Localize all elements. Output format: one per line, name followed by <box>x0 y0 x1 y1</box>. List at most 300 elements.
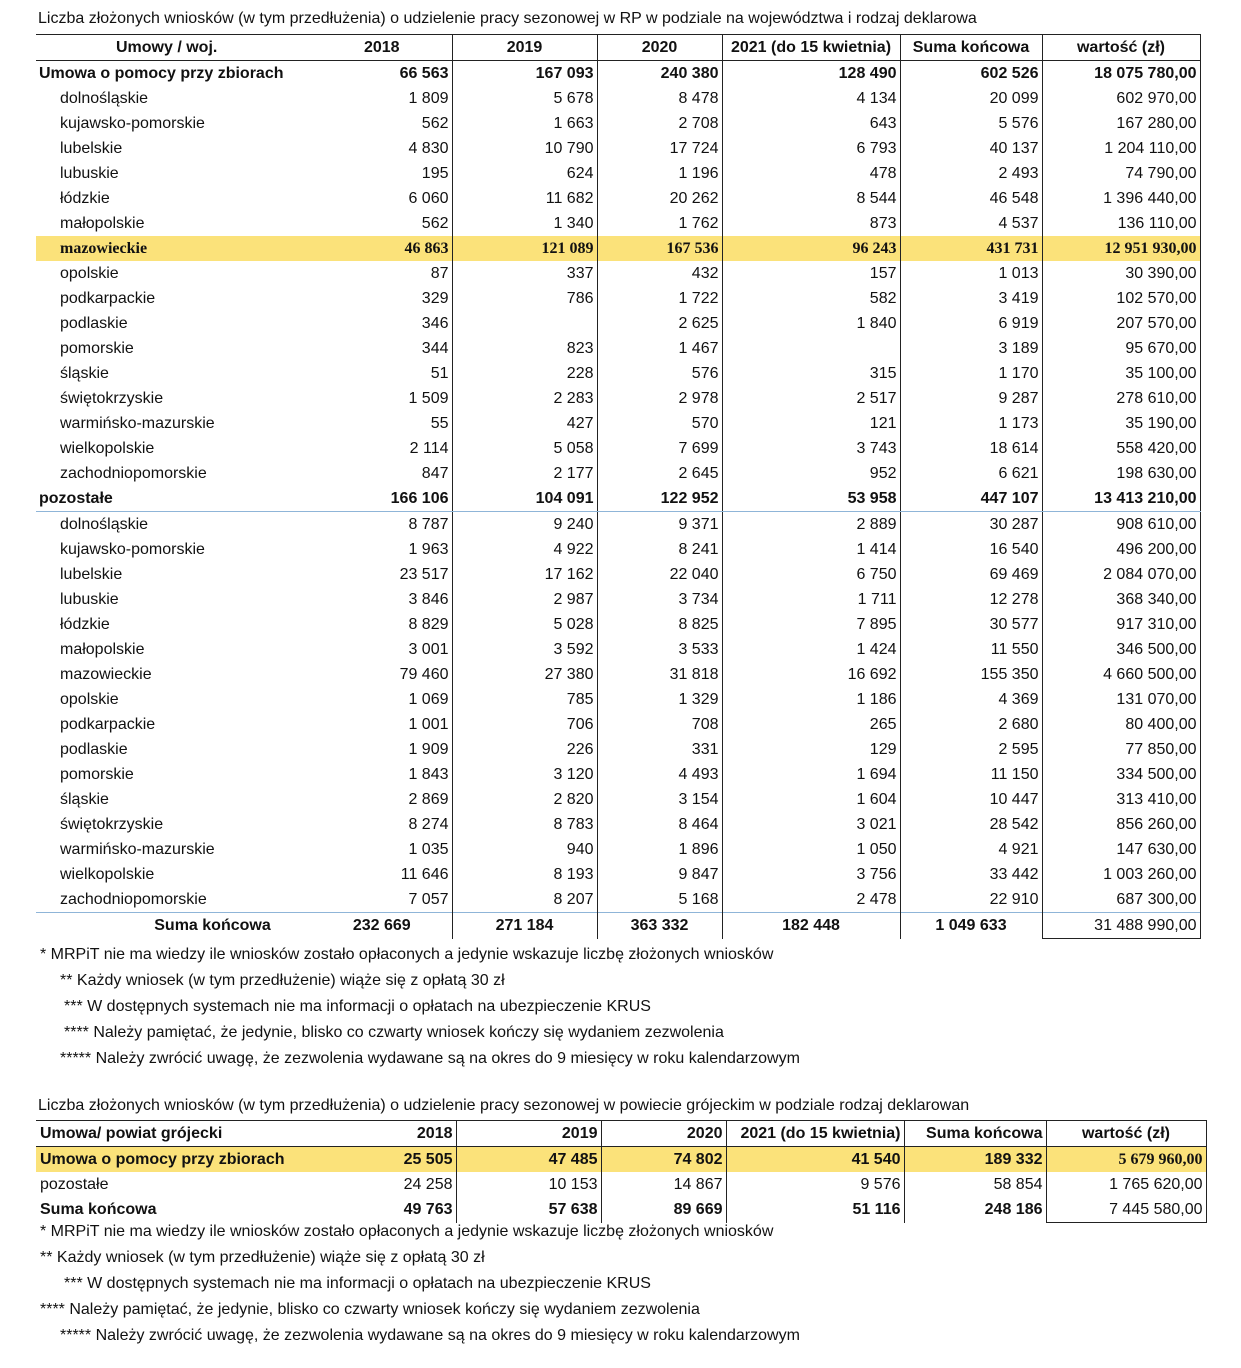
cell-value: 5 168 <box>597 887 722 913</box>
cell-value: 3 154 <box>597 787 722 812</box>
cell-value: 69 469 <box>900 562 1042 587</box>
cell-value: 8 829 <box>312 612 452 637</box>
footnote: **** Należy pamiętać, że jedynie, blisko co czwarty wniosek kończy się wydaniem zezwolenia <box>40 1301 700 1318</box>
group-value: 18 075 780,00 <box>1042 61 1200 87</box>
cell-value: 313 410,00 <box>1042 787 1200 812</box>
cell-value: 1 424 <box>722 637 900 662</box>
cell-value: 7 445 580,00 <box>1046 1197 1206 1223</box>
column-header: 2020 <box>597 35 722 61</box>
table-row <box>36 862 1200 887</box>
cell-value: 1 809 <box>312 86 452 111</box>
cell-value: 55 <box>312 411 452 436</box>
voivodeship-label: podlaskie <box>60 741 128 758</box>
cell-value: 4 830 <box>312 136 452 161</box>
table-row <box>36 461 1200 486</box>
footnote: ** Każdy wniosek (w tym przedłużenie) wiąże się z opłatą 30 zł <box>40 1249 485 1266</box>
footnote: *** W dostępnych systemach nie ma informacji o opłatach na ubezpieczenie KRUS <box>64 998 651 1015</box>
cell-value: 8 274 <box>312 812 452 837</box>
cell-value: 1 604 <box>722 787 900 812</box>
table-row <box>36 261 1200 286</box>
cell-value: 3 756 <box>722 862 900 887</box>
cell-value: 2 645 <box>597 461 722 486</box>
column-header: 2021 (do 15 kwietnia) <box>722 35 900 61</box>
cell-value: 8 241 <box>597 537 722 562</box>
cell-value: 1 840 <box>722 311 900 336</box>
cell-value: 3 592 <box>452 637 597 662</box>
cell-value: 687 300,00 <box>1042 887 1200 913</box>
cell-value: 95 670,00 <box>1042 336 1200 361</box>
cell-value: 18 614 <box>900 436 1042 461</box>
cell-value: 432 <box>597 261 722 286</box>
cell-value: 129 <box>722 737 900 762</box>
group-value: 53 958 <box>722 486 900 512</box>
cell-value: 2 889 <box>722 512 900 538</box>
cell-value: 7 057 <box>312 887 452 913</box>
cell-value: 1 186 <box>722 687 900 712</box>
cell-value: 8 544 <box>722 186 900 211</box>
voivodeship-label: podkarpackie <box>60 290 156 307</box>
total-value: 1 049 633 <box>900 913 1042 939</box>
cell-value: 570 <box>597 411 722 436</box>
cell-value: 8 478 <box>597 86 722 111</box>
group-value: 602 526 <box>900 61 1042 87</box>
table2-notes <box>40 1219 800 1349</box>
cell-value: 87 <box>312 261 452 286</box>
cell-value: 9 847 <box>597 862 722 887</box>
table-row <box>36 562 1200 587</box>
cell-value: 22 040 <box>597 562 722 587</box>
table1-notes <box>40 942 800 1072</box>
voivodeship-label: kujawsko-pomorskie <box>60 115 205 132</box>
cell-value: 20 262 <box>597 186 722 211</box>
cell-value: 12 951 930,00 <box>1042 236 1200 261</box>
cell-value: 41 540 <box>726 1147 904 1173</box>
cell-value: 6 793 <box>722 136 900 161</box>
cell-value: 30 287 <box>900 512 1042 538</box>
cell-value: 2 595 <box>900 737 1042 762</box>
cell-value: 2 493 <box>900 161 1042 186</box>
cell-value: 1 843 <box>312 762 452 787</box>
cell-value: 2 708 <box>597 111 722 136</box>
cell-value: 3 021 <box>722 812 900 837</box>
table-row <box>36 1172 1206 1197</box>
column-header: 2021 (do 15 kwietnia) <box>726 1121 904 1147</box>
cell-value: 89 669 <box>601 1197 726 1223</box>
cell-value: 496 200,00 <box>1042 537 1200 562</box>
footnote: *** W dostępnych systemach nie ma informacji o opłatach na ubezpieczenie KRUS <box>64 1275 651 1292</box>
cell-value: 17 724 <box>597 136 722 161</box>
cell-value: 4 369 <box>900 687 1042 712</box>
cell-value: 96 243 <box>722 236 900 261</box>
table-row <box>36 411 1200 436</box>
cell-value: 25 505 <box>308 1147 456 1173</box>
cell-value: 3 419 <box>900 286 1042 311</box>
cell-value: 315 <box>722 361 900 386</box>
cell-value: 786 <box>452 286 597 311</box>
cell-value: 74 802 <box>601 1147 726 1173</box>
voivodeship-label: zachodniopomorskie <box>60 465 207 482</box>
cell-value: 9 240 <box>452 512 597 538</box>
cell-value: 58 854 <box>904 1172 1046 1197</box>
cell-value: 51 <box>312 361 452 386</box>
cell-value: 624 <box>452 161 597 186</box>
cell-value: 16 692 <box>722 662 900 687</box>
footnote: * MRPiT nie ma wiedzy ile wniosków zostało opłaconych a jedynie wskazuje liczbę złożonych wniosków <box>40 946 774 963</box>
cell-value: 1 722 <box>597 286 722 311</box>
voivodeship-label: kujawsko-pomorskie <box>60 541 205 558</box>
table-row <box>36 662 1200 687</box>
cell-value: 11 682 <box>452 186 597 211</box>
column-header: 2020 <box>601 1121 726 1147</box>
group-label: pozostałe <box>36 486 312 512</box>
cell-value: 1 170 <box>900 361 1042 386</box>
voivodeship-label: zachodniopomorskie <box>60 891 207 908</box>
voivodeship-label: warmińsko-mazurskie <box>60 841 215 858</box>
column-header: 2019 <box>456 1121 601 1147</box>
cell-value: 8 787 <box>312 512 452 538</box>
voivodeship-label: mazowieckie <box>36 236 312 261</box>
cell-value: 2 625 <box>597 311 722 336</box>
cell-value: 8 207 <box>452 887 597 913</box>
table-row <box>36 361 1200 386</box>
cell-value: 1 711 <box>722 587 900 612</box>
cell-value: 27 380 <box>452 662 597 687</box>
cell-value: 4 134 <box>722 86 900 111</box>
footnote: ***** Należy zwrócić uwagę, że zezwolenia wydawane są na okres do 9 miesięcy w roku kalendarzowym <box>60 1050 800 1067</box>
cell-value: 147 630,00 <box>1042 837 1200 862</box>
column-header: 2018 <box>312 35 452 61</box>
cell-value: 1 069 <box>312 687 452 712</box>
table-row <box>36 86 1200 111</box>
header-row <box>36 35 1200 61</box>
cell-value: 1 414 <box>722 537 900 562</box>
cell-value: 30 390,00 <box>1042 261 1200 286</box>
table-row <box>36 386 1200 411</box>
cell-value: 785 <box>452 687 597 712</box>
cell-value: 873 <box>722 211 900 236</box>
cell-value: 46 863 <box>312 236 452 261</box>
cell-value: 51 116 <box>726 1197 904 1223</box>
cell-value: 1 509 <box>312 386 452 411</box>
column-header: 2018 <box>308 1121 456 1147</box>
table-row <box>36 812 1200 837</box>
cell-value: 102 570,00 <box>1042 286 1200 311</box>
cell-value: 3 734 <box>597 587 722 612</box>
cell-value: 4 537 <box>900 211 1042 236</box>
cell-value: 20 099 <box>900 86 1042 111</box>
cell-value <box>452 311 597 336</box>
cell-value: 1 035 <box>312 837 452 862</box>
table-row <box>36 537 1200 562</box>
table-row <box>36 111 1200 136</box>
cell-value: 1 467 <box>597 336 722 361</box>
voivodeship-label: dolnośląskie <box>60 516 149 533</box>
group-value: 128 490 <box>722 61 900 87</box>
cell-value: 4 660 500,00 <box>1042 662 1200 687</box>
cell-value: 431 731 <box>900 236 1042 261</box>
footnote: ***** Należy zwrócić uwagę, że zezwolenia wydawane są na okres do 9 miesięcy w roku kalendarzowym <box>60 1327 800 1344</box>
table-row <box>36 286 1200 311</box>
group-value: 13 413 210,00 <box>1042 486 1200 512</box>
footnote: * MRPiT nie ma wiedzy ile wniosków zostało opłaconych a jedynie wskazuje liczbę złożonych wniosków <box>40 1223 774 1240</box>
voivodeship-label: wielkopolskie <box>60 866 155 883</box>
cell-value: 1 050 <box>722 837 900 862</box>
cell-value: 1 196 <box>597 161 722 186</box>
cell-value: 334 500,00 <box>1042 762 1200 787</box>
group-value: 166 106 <box>312 486 452 512</box>
voivodeship-label: warmińsko-mazurskie <box>60 415 215 432</box>
table-row <box>36 687 1200 712</box>
cell-value: 4 922 <box>452 537 597 562</box>
table-row <box>36 612 1200 637</box>
table-row <box>36 136 1200 161</box>
cell-value: 346 500,00 <box>1042 637 1200 662</box>
row-label: Suma końcowa <box>40 1201 157 1219</box>
column-header: Umowa/ powiat grójecki <box>36 1121 308 1147</box>
voivodeship-label: łódzkie <box>60 616 110 633</box>
cell-value: 28 542 <box>900 812 1042 837</box>
cell-value: 478 <box>722 161 900 186</box>
cell-value: 558 420,00 <box>1042 436 1200 461</box>
cell-value: 6 750 <box>722 562 900 587</box>
cell-value: 16 540 <box>900 537 1042 562</box>
cell-value: 80 400,00 <box>1042 712 1200 737</box>
table1-title: Liczba złożonych wniosków (w tym przedłużenia) o udzielenie pracy sezonowej w RP w podziale na województwa i rodzaj deklarowa <box>38 10 977 27</box>
cell-value: 7 895 <box>722 612 900 637</box>
cell-value: 1 204 110,00 <box>1042 136 1200 161</box>
cell-value: 706 <box>452 712 597 737</box>
cell-value: 121 <box>722 411 900 436</box>
cell-value: 49 763 <box>308 1197 456 1223</box>
cell-value: 2 978 <box>597 386 722 411</box>
voivodeship-label: śląskie <box>60 365 109 382</box>
cell-value: 278 610,00 <box>1042 386 1200 411</box>
group-value: 66 563 <box>312 61 452 87</box>
cell-value: 2 478 <box>722 887 900 913</box>
cell-value: 198 630,00 <box>1042 461 1200 486</box>
cell-value: 22 910 <box>900 887 1042 913</box>
cell-value: 856 260,00 <box>1042 812 1200 837</box>
voivodeship-label: mazowieckie <box>60 666 152 683</box>
cell-value: 226 <box>452 737 597 762</box>
cell-value: 77 850,00 <box>1042 737 1200 762</box>
cell-value: 2 820 <box>452 787 597 812</box>
cell-value: 5 058 <box>452 436 597 461</box>
cell-value: 2 177 <box>452 461 597 486</box>
cell-value: 9 371 <box>597 512 722 538</box>
cell-value: 368 340,00 <box>1042 587 1200 612</box>
cell-value: 11 550 <box>900 637 1042 662</box>
voivodeship-label: opolskie <box>60 265 119 282</box>
cell-value: 8 464 <box>597 812 722 837</box>
cell-value: 131 070,00 <box>1042 687 1200 712</box>
table-row <box>36 837 1200 862</box>
cell-value: 8 783 <box>452 812 597 837</box>
cell-value: 10 790 <box>452 136 597 161</box>
cell-value: 24 258 <box>308 1172 456 1197</box>
total-value: 232 669 <box>312 913 452 939</box>
voivodeship-label: świętokrzyskie <box>60 390 164 407</box>
cell-value: 6 919 <box>900 311 1042 336</box>
table-row <box>36 436 1200 461</box>
column-header: wartość (zł) <box>1046 1121 1206 1147</box>
cell-value: 57 638 <box>456 1197 601 1223</box>
cell-value: 2 084 070,00 <box>1042 562 1200 587</box>
cell-value: 1 001 <box>312 712 452 737</box>
cell-value: 30 577 <box>900 612 1042 637</box>
cell-value: 1 694 <box>722 762 900 787</box>
table-row <box>36 236 1200 261</box>
table-row <box>36 1147 1206 1173</box>
cell-value: 576 <box>597 361 722 386</box>
voivodeship-label: świętokrzyskie <box>60 816 164 833</box>
cell-value: 8 825 <box>597 612 722 637</box>
cell-value: 5 679 960,00 <box>1046 1147 1206 1173</box>
cell-value: 1 003 260,00 <box>1042 862 1200 887</box>
table-row <box>36 787 1200 812</box>
table-row <box>36 737 1200 762</box>
voivodeship-label: lubuskie <box>60 165 119 182</box>
table-row <box>36 637 1200 662</box>
cell-value: 7 699 <box>597 436 722 461</box>
table-row <box>36 512 1200 538</box>
cell-value: 2 987 <box>452 587 597 612</box>
row-label: Umowa o pomocy przy zbiorach <box>36 1147 308 1173</box>
cell-value: 47 485 <box>456 1147 601 1173</box>
cell-value: 1 963 <box>312 537 452 562</box>
cell-value: 121 089 <box>452 236 597 261</box>
cell-value: 265 <box>722 712 900 737</box>
voivodeship-label: łódzkie <box>60 190 110 207</box>
voivodeship-label: pomorskie <box>60 340 134 357</box>
cell-value: 3 120 <box>452 762 597 787</box>
cell-value: 1 663 <box>452 111 597 136</box>
voivodeship-label: podkarpackie <box>60 716 156 733</box>
cell-value: 940 <box>452 837 597 862</box>
cell-value: 952 <box>722 461 900 486</box>
cell-value: 2 680 <box>900 712 1042 737</box>
cell-value: 12 278 <box>900 587 1042 612</box>
cell-value: 1 329 <box>597 687 722 712</box>
voivodeship-label: lubelskie <box>60 566 123 583</box>
total-value: 363 332 <box>597 913 722 939</box>
cell-value: 136 110,00 <box>1042 211 1200 236</box>
cell-value: 3 533 <box>597 637 722 662</box>
cell-value: 1 909 <box>312 737 452 762</box>
total-label: Suma końcowa <box>36 913 312 939</box>
cell-value: 823 <box>452 336 597 361</box>
voivodeship-label: lubelskie <box>60 140 123 157</box>
cell-value: 2 114 <box>312 436 452 461</box>
table-row <box>36 336 1200 361</box>
column-header: Umowy / woj. <box>36 35 312 61</box>
table-row <box>36 161 1200 186</box>
voivodeship-label: podlaskie <box>60 315 128 332</box>
cell-value: 6 060 <box>312 186 452 211</box>
cell-value: 11 646 <box>312 862 452 887</box>
cell-value: 1 396 440,00 <box>1042 186 1200 211</box>
cell-value: 4 493 <box>597 762 722 787</box>
total-value: 271 184 <box>452 913 597 939</box>
cell-value: 5 028 <box>452 612 597 637</box>
voivodeship-label: opolskie <box>60 691 119 708</box>
cell-value: 9 576 <box>726 1172 904 1197</box>
column-header: wartość (zł) <box>1042 35 1200 61</box>
cell-value: 4 921 <box>900 837 1042 862</box>
cell-value: 708 <box>597 712 722 737</box>
group-value: 122 952 <box>597 486 722 512</box>
cell-value: 9 287 <box>900 386 1042 411</box>
footnote: ** Każdy wniosek (w tym przedłużenie) wiąże się z opłatą 30 zł <box>60 972 505 989</box>
total-row <box>36 913 1200 939</box>
cell-value: 337 <box>452 261 597 286</box>
group-row <box>36 61 1200 87</box>
cell-value: 847 <box>312 461 452 486</box>
cell-value: 917 310,00 <box>1042 612 1200 637</box>
group-row <box>36 486 1200 512</box>
footnote: **** Należy pamiętać, że jedynie, blisko co czwarty wniosek kończy się wydaniem zezwolenia <box>64 1024 724 1041</box>
cell-value: 908 610,00 <box>1042 512 1200 538</box>
cell-value: 582 <box>722 286 900 311</box>
cell-value: 2 283 <box>452 386 597 411</box>
cell-value: 427 <box>452 411 597 436</box>
cell-value: 331 <box>597 737 722 762</box>
cell-value: 562 <box>312 111 452 136</box>
cell-value: 3 846 <box>312 587 452 612</box>
cell-value: 2 517 <box>722 386 900 411</box>
header-row <box>36 1121 1206 1147</box>
cell-value: 5 678 <box>452 86 597 111</box>
total-value: 182 448 <box>722 913 900 939</box>
table-row <box>36 712 1200 737</box>
cell-value: 35 100,00 <box>1042 361 1200 386</box>
cell-value <box>722 336 900 361</box>
cell-value: 17 162 <box>452 562 597 587</box>
cell-value: 167 536 <box>597 236 722 261</box>
group-value: 167 093 <box>452 61 597 87</box>
table-row <box>36 587 1200 612</box>
column-header: Suma końcowa <box>904 1121 1046 1147</box>
cell-value: 10 447 <box>900 787 1042 812</box>
cell-value: 248 186 <box>904 1197 1046 1223</box>
table-row <box>36 186 1200 211</box>
voivodeship-label: małopolskie <box>60 641 145 658</box>
cell-value: 189 332 <box>904 1147 1046 1173</box>
voivodeship-table <box>36 34 1201 939</box>
column-header: Suma końcowa <box>900 35 1042 61</box>
cell-value: 346 <box>312 311 452 336</box>
cell-value: 8 193 <box>452 862 597 887</box>
cell-value: 643 <box>722 111 900 136</box>
cell-value: 1 765 620,00 <box>1046 1172 1206 1197</box>
cell-value: 40 137 <box>900 136 1042 161</box>
cell-value: 207 570,00 <box>1042 311 1200 336</box>
cell-value: 228 <box>452 361 597 386</box>
cell-value: 14 867 <box>601 1172 726 1197</box>
group-value: 240 380 <box>597 61 722 87</box>
cell-value: 1 896 <box>597 837 722 862</box>
table-row <box>36 311 1200 336</box>
voivodeship-label: pomorskie <box>60 766 134 783</box>
grojecki-table <box>36 1120 1207 1223</box>
cell-value: 33 442 <box>900 862 1042 887</box>
cell-value: 3 001 <box>312 637 452 662</box>
cell-value: 11 150 <box>900 762 1042 787</box>
total-value: 31 488 990,00 <box>1042 913 1200 939</box>
column-header: 2019 <box>452 35 597 61</box>
cell-value: 344 <box>312 336 452 361</box>
voivodeship-label: śląskie <box>60 791 109 808</box>
